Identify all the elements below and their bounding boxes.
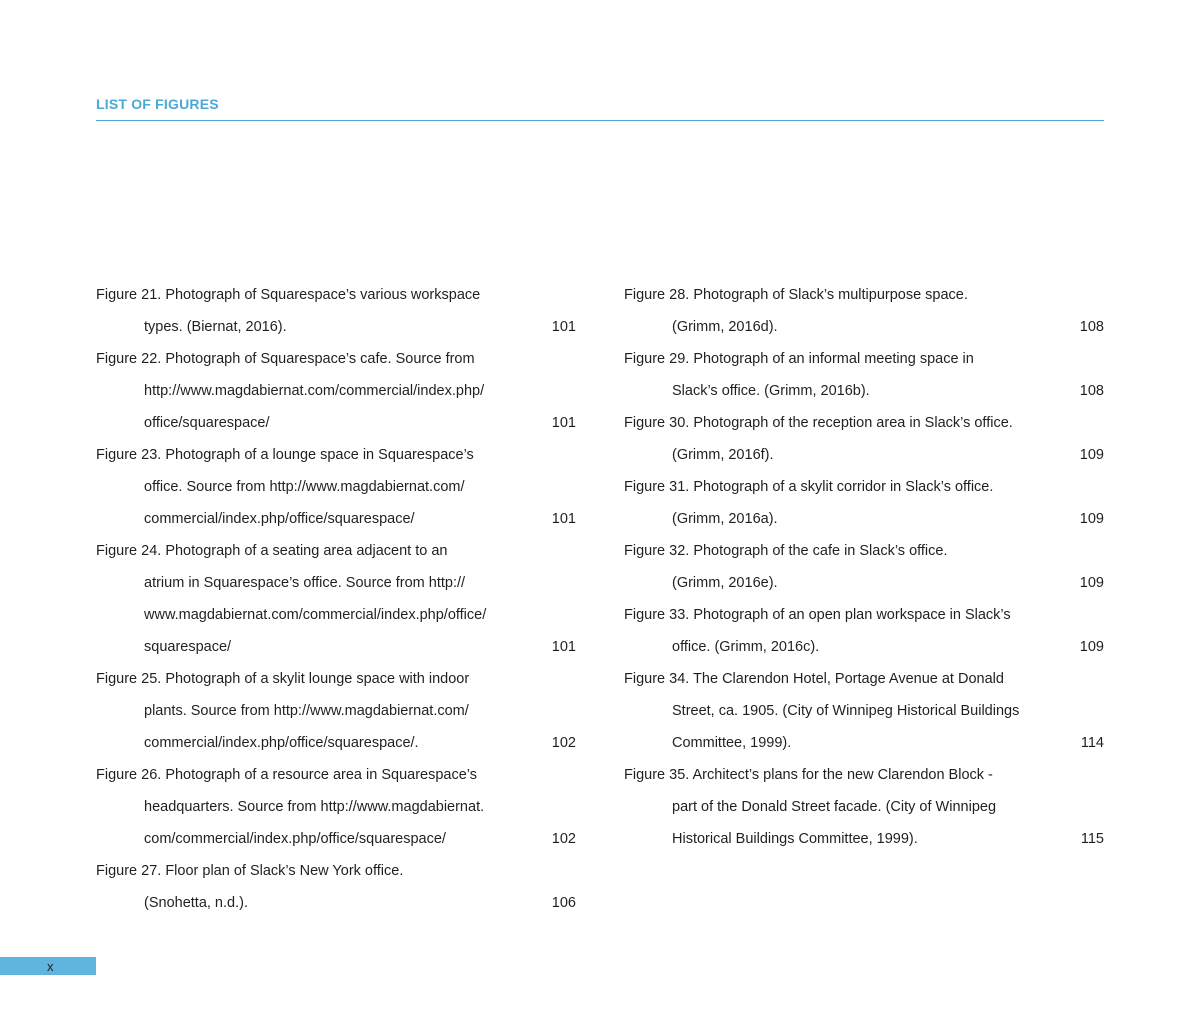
figure-page-number: 109 (1079, 511, 1104, 527)
figure-caption-continuation: (Grimm, 2016d). (672, 319, 778, 335)
figure-entry (624, 471, 1104, 535)
figure-entry (96, 759, 576, 855)
figure-caption-continuation: headquarters. Source from http://www.magdabiernat. (144, 799, 485, 815)
figure-page-number: 109 (1079, 447, 1104, 463)
figure-page-number: 101 (551, 319, 576, 335)
figure-entry (624, 759, 1104, 855)
figure-caption-continuation: (Grimm, 2016f). (672, 447, 774, 463)
figure-caption-continuation: http://www.magdabiernat.com/commercial/index.php/ (144, 383, 485, 399)
figure-caption-line: Figure 29. Photograph of an informal meeting space in (624, 351, 974, 367)
figure-caption-line: Figure 26. Photograph of a resource area in Squarespace’s (96, 767, 478, 783)
figure-caption-continuation: (Grimm, 2016a). (672, 511, 778, 527)
figure-entry (624, 279, 1104, 343)
figure-page-number: 115 (1080, 831, 1104, 847)
figure-page-number: 102 (551, 735, 576, 751)
figure-entry (96, 535, 576, 663)
figure-caption-line: Figure 22. Photograph of Squarespace’s cafe. Source from (96, 351, 475, 367)
figure-caption-line: Figure 27. Floor plan of Slack’s New York office. (96, 863, 404, 879)
figure-entry (624, 599, 1104, 663)
figure-entry (624, 535, 1104, 599)
figure-caption-line: Figure 23. Photograph of a lounge space in Squarespace’s (96, 447, 474, 463)
figure-caption-line: Figure 34. The Clarendon Hotel, Portage Avenue at Donald (624, 671, 1004, 687)
footer-page-number: x (47, 959, 54, 974)
figure-caption-continuation: office. (Grimm, 2016c). (672, 639, 820, 655)
figure-caption-continuation: part of the Donald Street facade. (City of Winnipeg (672, 799, 997, 815)
figure-entry (96, 343, 576, 439)
figure-entry (624, 663, 1104, 759)
figure-caption-continuation: Committee, 1999). (672, 735, 792, 751)
figure-caption-continuation: plants. Source from http://www.magdabiernat.com/ (144, 703, 469, 719)
figure-caption-line: Figure 28. Photograph of Slack’s multipurpose space. (624, 287, 968, 303)
figure-caption-line: Figure 24. Photograph of a seating area adjacent to an (96, 543, 448, 559)
figure-caption-line: Figure 30. Photograph of the reception area in Slack’s office. (624, 415, 1013, 431)
figure-caption-continuation: Street, ca. 1905. (City of Winnipeg Historical Buildings (672, 703, 1020, 719)
figure-caption-continuation: Slack’s office. (Grimm, 2016b). (672, 383, 870, 399)
figure-page-number: 101 (551, 511, 576, 527)
figure-page-number: 108 (1079, 383, 1104, 399)
figure-page-number: 102 (551, 831, 576, 847)
figure-caption-continuation: com/commercial/index.php/office/squarespace/ (144, 831, 446, 847)
figure-caption-continuation: commercial/index.php/office/squarespace/. (144, 735, 419, 751)
figure-caption-continuation: squarespace/ (144, 639, 232, 655)
figure-page-number: 109 (1079, 639, 1104, 655)
figure-entry (96, 439, 576, 535)
figure-entry (96, 855, 576, 919)
figure-entry (96, 279, 576, 343)
figures-list-left-column (96, 279, 576, 919)
figure-caption-line: Figure 35. Architect’s plans for the new Clarendon Block - (624, 767, 993, 783)
figure-page-number: 101 (551, 415, 576, 431)
figure-caption-continuation: www.magdabiernat.com/commercial/index.php/office/ (144, 607, 487, 623)
figure-entry (96, 663, 576, 759)
figure-caption-line: Figure 31. Photograph of a skylit corridor in Slack’s office. (624, 479, 994, 495)
figure-caption-line: Figure 32. Photograph of the cafe in Slack’s office. (624, 543, 948, 559)
figure-caption-continuation: office/squarespace/ (144, 415, 270, 431)
figure-caption-continuation: commercial/index.php/office/squarespace/ (144, 511, 415, 527)
page-title: LIST OF FIGURES (96, 96, 219, 112)
figure-caption-continuation: (Snohetta, n.d.). (144, 895, 248, 911)
figure-caption-continuation: types. (Biernat, 2016). (144, 319, 287, 335)
page-header (96, 94, 1104, 121)
figure-page-number: 114 (1080, 735, 1104, 751)
figure-page-number: 106 (551, 895, 576, 911)
figure-entry (624, 343, 1104, 407)
figure-caption-line: Figure 33. Photograph of an open plan workspace in Slack’s (624, 607, 1011, 623)
figure-caption-continuation: Historical Buildings Committee, 1999). (672, 831, 918, 847)
figure-entry (624, 407, 1104, 471)
figures-list-right-column (624, 279, 1104, 855)
figure-caption-continuation: (Grimm, 2016e). (672, 575, 778, 591)
figure-caption-line: Figure 21. Photograph of Squarespace’s various workspace (96, 287, 481, 303)
figure-page-number: 108 (1079, 319, 1104, 335)
figure-caption-continuation: atrium in Squarespace’s office. Source from http:// (144, 575, 466, 591)
figure-caption-continuation: office. Source from http://www.magdabiernat.com/ (144, 479, 465, 495)
figure-page-number: 101 (551, 639, 576, 655)
figure-caption-line: Figure 25. Photograph of a skylit lounge space with indoor (96, 671, 470, 687)
figure-page-number: 109 (1079, 575, 1104, 591)
